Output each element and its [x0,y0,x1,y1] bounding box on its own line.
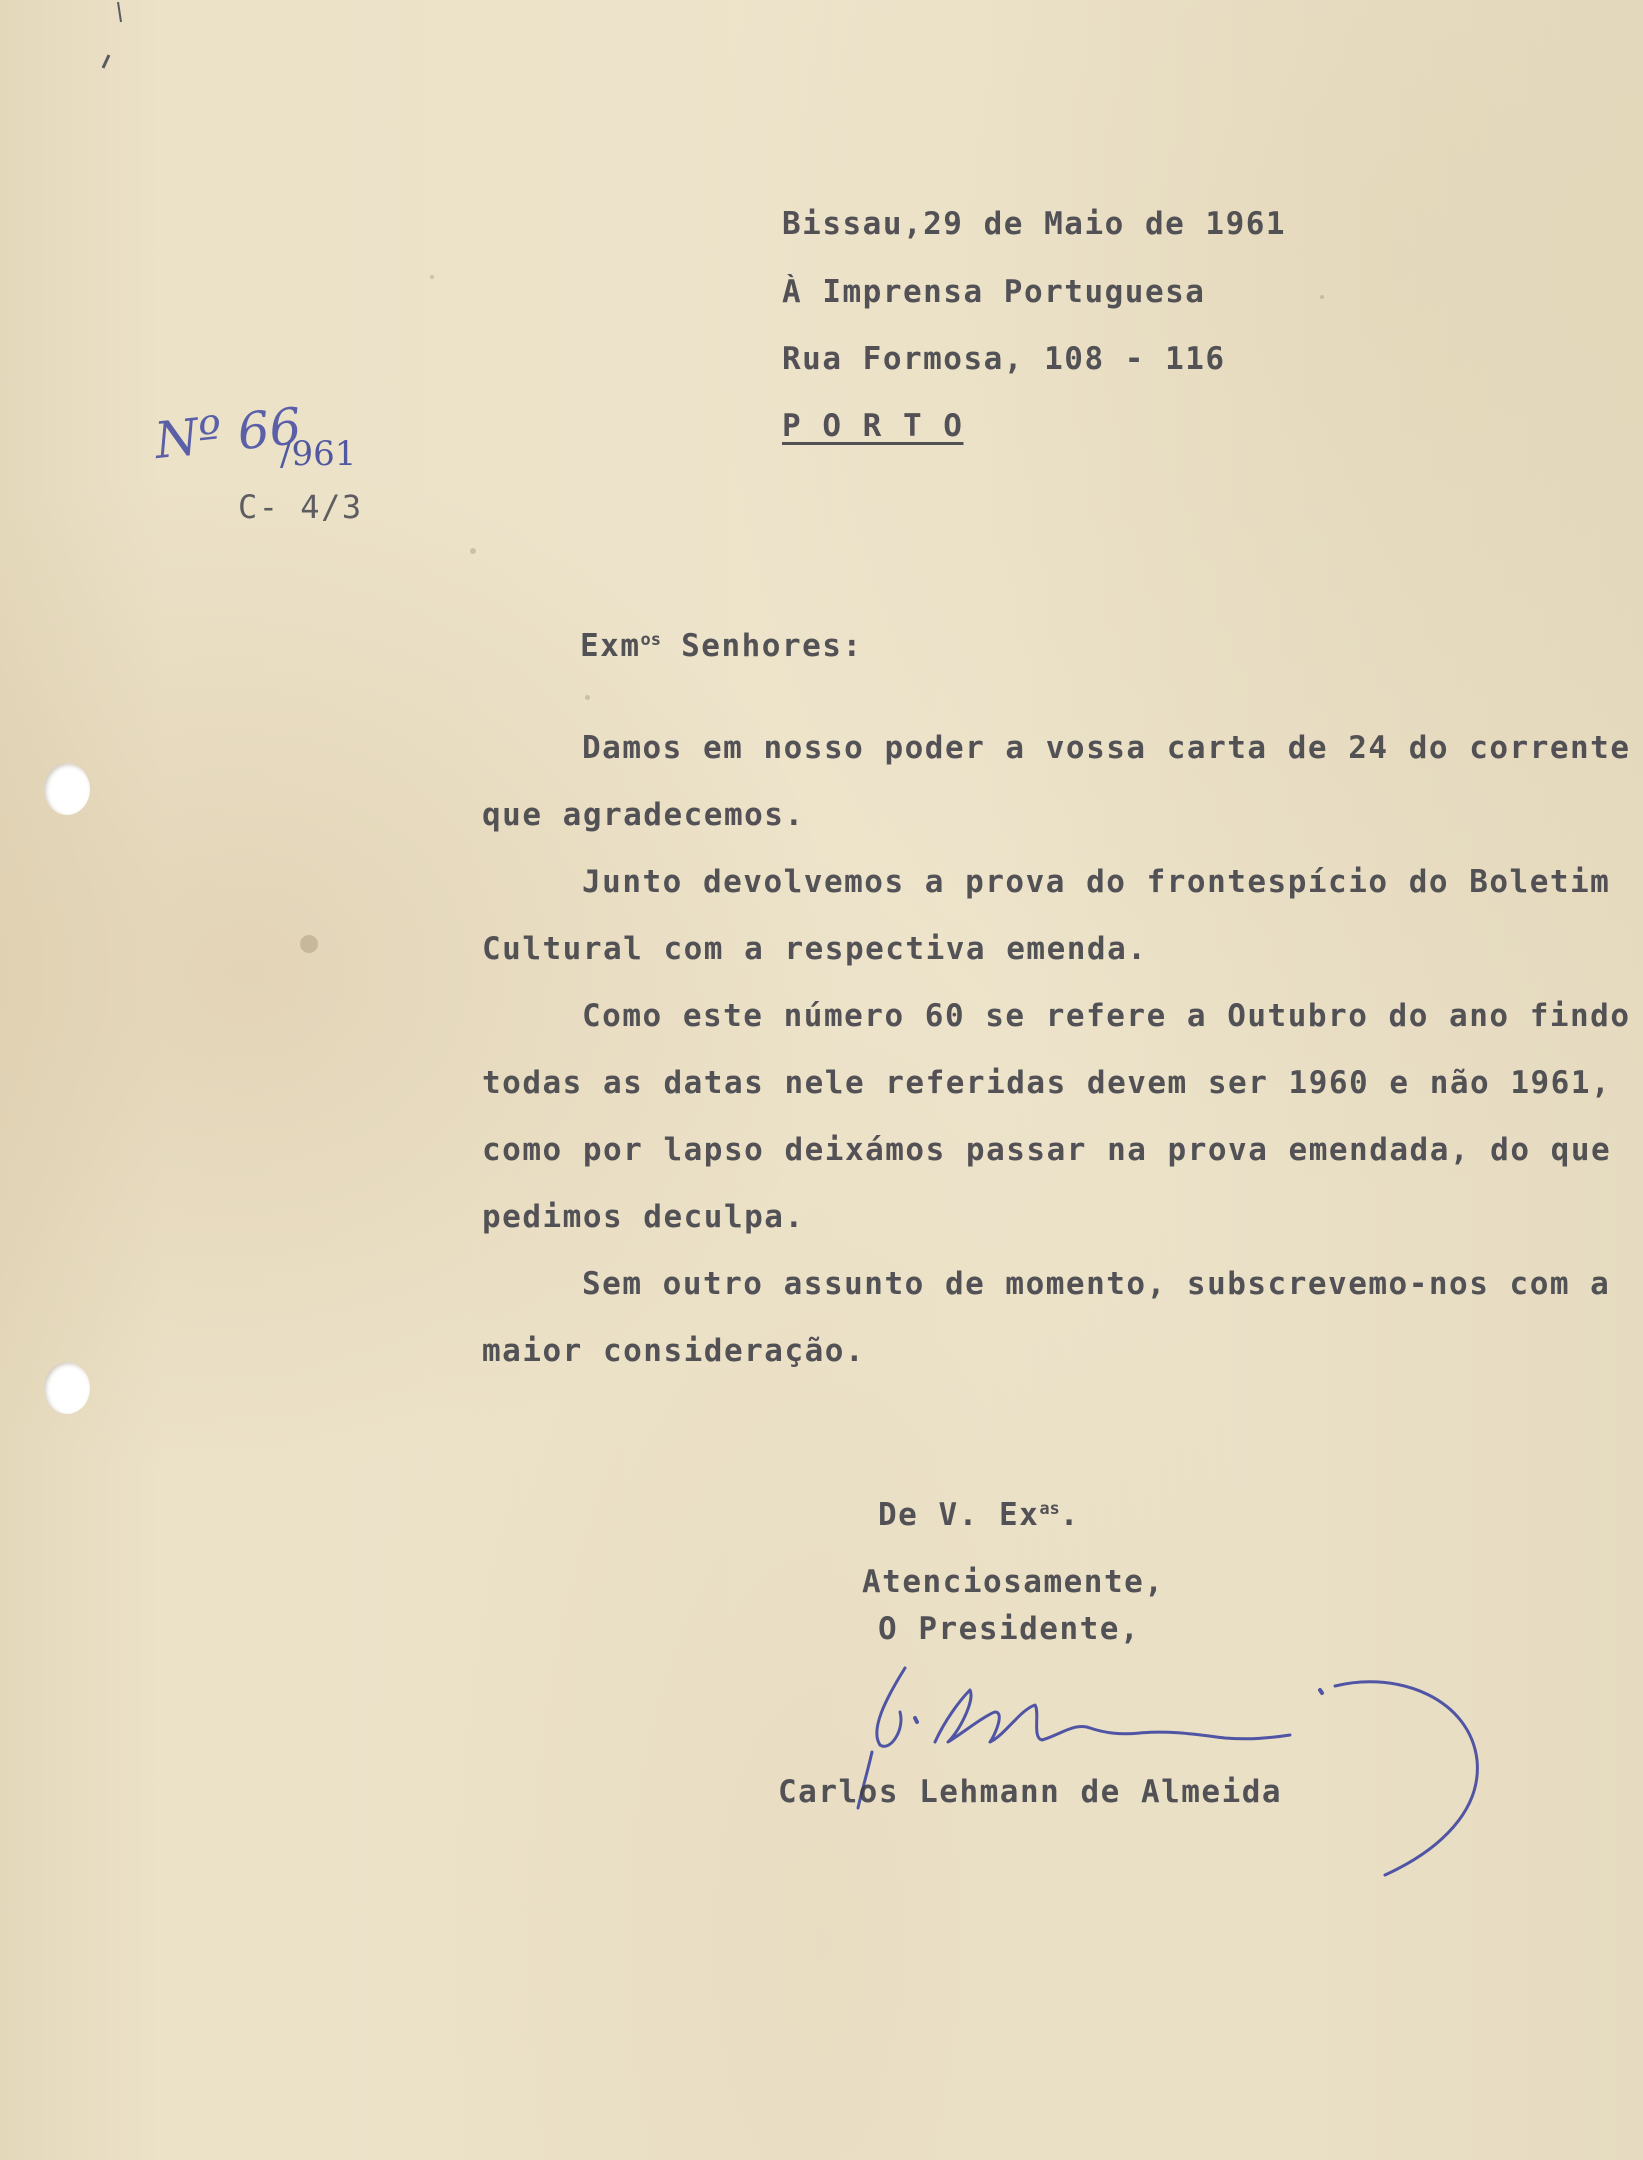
recipient-street: Rua Formosa, 108 - 116 [782,341,1226,377]
body-line: que agradecemos. [482,797,805,833]
signatory-name: Carlos Lehmann de Almeida [778,1774,1283,1810]
signature-stroke [1335,1682,1477,1875]
reference-number: Nº 66 [151,396,304,470]
closing-sup: as [1039,1499,1060,1519]
closing-line-2: Atenciosamente, [862,1564,1165,1600]
body-line: Junto devolvemos a prova do frontespício do Boletim [582,864,1611,900]
body-line: pedimos deculpa. [482,1199,805,1235]
salutation-prefix: Exm [580,628,641,664]
signature-stroke [915,1718,917,1722]
body-line: Sem outro assunto de momento, subscrevemo-nos com a [582,1266,1611,1302]
closing-prefix: De V. Ex [878,1497,1040,1533]
recipient-name: À Imprensa Portuguesa [782,274,1206,310]
place-date: Bissau,29 de Maio de 1961 [782,206,1287,242]
signature-stroke [1320,1690,1322,1693]
body-line: Como este número 60 se refere a Outubro do ano findo [582,998,1631,1034]
closing-line-3: O Presidente, [878,1611,1141,1647]
closing-suffix: . [1059,1497,1080,1533]
reference-year: /961 [280,434,357,474]
body-line: como por lapso deixámos passar na prova emendada, do que [482,1132,1612,1168]
body-line: Damos em nosso poder a vossa carta de 24 do corrente [582,730,1631,766]
body-line: maior consideração. [482,1333,866,1369]
reference-code: C- 4/3 [238,488,363,526]
salutation-suffix: Senhores: [660,628,863,664]
signature-stroke [935,1690,1290,1742]
recipient-city: P O R T O [782,408,964,444]
body-line: todas as datas nele referidas devem ser 1960 e não 1961, [482,1065,1612,1101]
salutation-sup: os [640,630,661,650]
body-line: Cultural com a respectiva emenda. [482,931,1148,967]
